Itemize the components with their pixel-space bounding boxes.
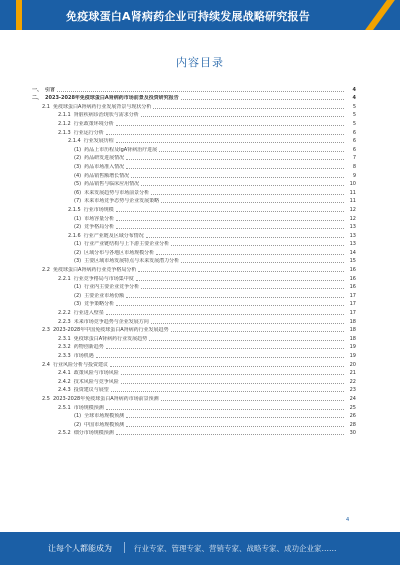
footer-divider	[124, 542, 125, 553]
toc-entry[interactable]	[30, 368, 356, 377]
toc-leader-dots	[136, 280, 344, 281]
toc-entry[interactable]	[30, 256, 356, 265]
toc-entry-title: 竞争策略分析	[84, 301, 115, 308]
toc-entry[interactable]	[30, 239, 356, 248]
toc-entry-title: 引言	[45, 86, 56, 93]
toc-entry-page: 16	[349, 267, 356, 274]
toc-entry-page: 18	[349, 327, 356, 334]
toc-entry[interactable]	[30, 273, 356, 282]
toc-leader-dots	[126, 297, 344, 298]
toc-heading: 内容目录	[176, 56, 224, 69]
toc-leader-dots	[141, 116, 344, 117]
toc-entry[interactable]	[30, 359, 356, 368]
toc-entry-title: 未来市场竞争趋势与企业发展方向	[73, 318, 149, 325]
toc-entry-number: 2.1.5	[68, 206, 81, 213]
toc-entry-title: 主要区域市场发展特点与未来发展潜力分析	[84, 258, 180, 265]
toc-entry-number: (1)	[74, 215, 82, 222]
toc-entry-number: 2.1.1	[58, 112, 71, 119]
toc-entry-page: 16	[349, 275, 356, 282]
toc-entry-title: 行业竞争格局与市场集中度	[73, 275, 134, 282]
toc-leader-dots	[116, 305, 344, 306]
toc-entry-title: 药物创新趋势	[73, 344, 104, 351]
toc-entry-number: 2.2.1	[58, 275, 71, 282]
toc-entry-title: 中国市场规模预测	[84, 421, 125, 428]
page-number: 4	[346, 517, 350, 523]
toc-entry-number: 2.5.1	[58, 404, 71, 411]
toc-entry-page: 15	[349, 258, 356, 265]
toc-entry-title: 政策风险与市场风险	[73, 370, 119, 377]
toc-entry[interactable]	[30, 204, 356, 213]
toc-entry-number: 2.2.2	[58, 310, 71, 317]
toc-leader-dots	[156, 254, 344, 255]
toc-entry-number: 2.1.6	[68, 232, 81, 239]
toc-entry-number: 2.5.2	[58, 430, 71, 437]
toc-entry[interactable]	[30, 428, 356, 437]
toc-leader-dots	[126, 168, 344, 169]
toc-leader-dots	[159, 151, 344, 152]
toc-entry-title: 行业产业链及区域分布情况	[83, 232, 144, 239]
toc-entry[interactable]	[30, 333, 356, 342]
toc-leader-dots	[116, 220, 344, 221]
toc-entry[interactable]	[30, 187, 356, 196]
toc-entry[interactable]	[30, 144, 356, 153]
toc-entry-number: 2.4.3	[58, 387, 71, 394]
toc-entry-page: 13	[349, 232, 356, 239]
toc-entry-number: (1)	[74, 284, 82, 291]
toc-leader-dots	[110, 366, 344, 367]
toc-leader-dots	[151, 194, 344, 195]
toc-entry-title: 全球市场规模预测	[84, 413, 125, 420]
toc-entry-page: 12	[349, 215, 356, 222]
toc-entry-number: (4)	[74, 172, 82, 179]
toc-entry-title: 免疫球蛋白A肾病药行业发展趋势	[73, 335, 148, 342]
toc-entry-page: 28	[349, 421, 356, 428]
toc-entry-page: 7	[352, 155, 356, 162]
toc-entry-number: 2.4.1	[58, 370, 71, 377]
toc-entry[interactable]	[30, 161, 356, 170]
toc-entry-title: 未来发展趋势与市场前景分析	[84, 189, 150, 196]
toc-entry-number: 2.2	[42, 267, 50, 274]
toc-entry-page: 17	[349, 310, 356, 317]
toc-entry-page: 25	[349, 404, 356, 411]
toc-entry-number: 2.1.2	[58, 120, 71, 127]
toc-entry-number: (2)	[74, 421, 82, 428]
toc-entry-page: 16	[349, 284, 356, 291]
toc-entry[interactable]	[30, 290, 356, 299]
table-of-contents	[30, 84, 356, 436]
toc-entry-number: (3)	[74, 301, 82, 308]
toc-entry[interactable]	[30, 393, 356, 402]
toc-leader-dots	[161, 400, 344, 401]
toc-entry-title: 行业运行分析	[73, 129, 104, 136]
toc-entry-title: 行业政策环境分析	[73, 120, 114, 127]
toc-entry-number: 2.4.2	[58, 378, 71, 385]
toc-entry-number: (1)	[74, 241, 82, 248]
toc-entry[interactable]	[30, 282, 356, 291]
toc-entry[interactable]	[30, 84, 356, 93]
toc-entry-page: 21	[349, 370, 356, 377]
toc-entry-title: 技术风险与竞争风险	[73, 378, 119, 385]
toc-entry-number: (3)	[74, 258, 82, 265]
toc-entry-number: 2.2.3	[58, 318, 71, 325]
toc-leader-dots	[149, 340, 344, 341]
toc-entry-page: 10	[349, 181, 356, 188]
toc-entry-title: 行业市场规模	[83, 206, 114, 213]
toc-entry-number: (2)	[74, 224, 82, 231]
toc-entry[interactable]	[30, 118, 356, 127]
toc-entry-page: 18	[349, 335, 356, 342]
toc-entry-number: (3)	[74, 163, 82, 170]
toc-entry-page: 9	[352, 172, 356, 179]
toc-entry[interactable]	[30, 316, 356, 325]
toc-entry-page: 6	[352, 146, 356, 153]
toc-entry-number: 一、	[32, 86, 43, 93]
report-title: 免疫球蛋白A肾病药企业可持续发展战略研究报告	[66, 10, 310, 23]
toc-leader-dots	[151, 323, 344, 324]
toc-leader-dots	[126, 417, 344, 418]
toc-leader-dots	[116, 211, 344, 212]
toc-entry-title: 肾脏疾病诊治现状与需求分析	[73, 112, 139, 119]
toc-entry-page: 20	[349, 361, 356, 368]
toc-entry-page: 19	[349, 344, 356, 351]
toc-leader-dots	[146, 237, 344, 238]
toc-entry[interactable]	[30, 385, 356, 394]
toc-entry-number: (2)	[74, 249, 82, 256]
toc-entry[interactable]	[30, 342, 356, 351]
toc-entry-number: 2.3.2	[58, 344, 71, 351]
toc-entry-page: 6	[352, 138, 356, 145]
toc-leader-dots	[126, 159, 344, 160]
toc-leader-dots	[116, 142, 344, 143]
toc-entry-title: 投资建议与展望	[73, 387, 109, 394]
toc-leader-dots	[116, 434, 344, 435]
toc-entry-number: (2)	[74, 155, 82, 162]
report-header	[0, 0, 400, 30]
toc-entry-page: 19	[349, 353, 356, 359]
footer-tagline: 行业专家、管理专家、营销专家、战略专家、成功企业家……	[134, 544, 337, 553]
toc-entry[interactable]	[30, 101, 356, 110]
toc-leader-dots	[181, 262, 344, 263]
toc-entry[interactable]	[30, 264, 356, 273]
toc-entry[interactable]	[30, 196, 356, 205]
toc-entry-title: 行业内主要企业竞争分析	[84, 284, 140, 291]
toc-leader-dots	[126, 426, 344, 427]
toc-leader-dots	[138, 271, 344, 272]
toc-entry-page: 6	[352, 129, 356, 136]
toc-entry-number: 2.3	[42, 327, 50, 334]
toc-entry[interactable]	[30, 307, 356, 316]
toc-entry-number: 2.3.1	[58, 335, 71, 342]
toc-entry-number: (5)	[74, 181, 82, 188]
toc-leader-dots	[171, 331, 344, 332]
toc-entry-page: 5	[352, 112, 356, 119]
toc-entry[interactable]	[30, 419, 356, 428]
toc-entry-title: 2023-2028年免疫球蛋白A肾病药市场前景及投资研究报告	[45, 95, 179, 102]
toc-entry-number: 2.1	[42, 103, 50, 110]
toc-entry[interactable]	[30, 299, 356, 308]
toc-entry-title: 行业进入壁垒	[73, 310, 104, 317]
toc-entry-page: 13	[349, 224, 356, 231]
toc-entry-page: 13	[349, 241, 356, 248]
toc-entry-page: 5	[352, 120, 356, 127]
toc-entry-title: 主要企业市场份额	[84, 292, 125, 299]
toc-leader-dots	[57, 91, 344, 92]
toc-entry[interactable]	[30, 402, 356, 411]
toc-entry[interactable]	[30, 350, 356, 359]
toc-entry-number: (1)	[74, 146, 82, 153]
toc-entry-page: 30	[349, 430, 356, 437]
toc-entry-title: 药品研发进展情况	[84, 155, 125, 162]
toc-entry-number: 2.5	[42, 395, 50, 402]
toc-entry-page: 8	[352, 163, 356, 170]
toc-entry-number: 2.3.3	[58, 353, 71, 359]
toc-entry-title: 药品销售与临床应用情况	[84, 181, 140, 188]
toc-entry-title: 免疫球蛋白A肾病药行业竞争格局分析	[52, 267, 137, 274]
toc-entry-page: 5	[352, 103, 356, 110]
toc-entry[interactable]	[30, 179, 356, 188]
toc-entry[interactable]	[30, 222, 356, 231]
toc-entry-page: 12	[349, 206, 356, 213]
toc-entry[interactable]	[30, 213, 356, 222]
toc-leader-dots	[96, 357, 344, 358]
toc-leader-dots	[171, 245, 344, 246]
toc-entry[interactable]	[30, 411, 356, 420]
footer-slogan: 让每个人都能成为	[48, 544, 112, 553]
toc-entry[interactable]	[30, 127, 356, 136]
toc-leader-dots	[106, 134, 344, 135]
header-arrow-stripe	[365, 0, 395, 30]
toc-entry-page: 23	[349, 387, 356, 394]
toc-entry-page: 24	[349, 395, 356, 402]
toc-entry-number: 2.4	[42, 361, 50, 368]
toc-entry-number: (6)	[74, 189, 82, 196]
toc-entry[interactable]	[30, 230, 356, 239]
toc-leader-dots	[181, 99, 344, 100]
toc-leader-dots	[141, 185, 344, 186]
toc-entry-number: (2)	[74, 292, 82, 299]
toc-leader-dots	[106, 348, 344, 349]
toc-entry-number: (1)	[74, 413, 82, 420]
toc-entry-page: 18	[349, 318, 356, 325]
toc-leader-dots	[153, 108, 344, 109]
toc-leader-dots	[106, 314, 344, 315]
toc-entry-title: 未来市场竞争态势与企业发展策略	[84, 198, 160, 205]
toc-leader-dots	[116, 228, 344, 229]
toc-entry-page: 17	[349, 301, 356, 308]
toc-entry-title: 免疫球蛋白A肾病药行业发展背景与现状分析	[52, 103, 152, 110]
toc-entry-title: 市场机遇	[73, 353, 94, 359]
toc-entry-title: 药品市场准入情况	[84, 163, 125, 170]
toc-entry-title: 行业发展历程	[83, 138, 114, 145]
toc-entry[interactable]	[30, 136, 356, 145]
toc-entry-number: 二、	[32, 95, 43, 102]
toc-entry-title: 2023-2028年免疫球蛋白A肾病药市场前景预测	[52, 395, 159, 402]
toc-entry-title: 细分市场规模预测	[73, 430, 114, 437]
toc-entry-page: 11	[349, 198, 356, 205]
toc-entry[interactable]	[30, 170, 356, 179]
toc-entry-page: 11	[349, 189, 356, 196]
toc-entry[interactable]	[30, 325, 356, 334]
toc-entry-title: 行业风险分析与投资建议	[52, 361, 108, 368]
toc-entry[interactable]	[30, 110, 356, 119]
toc-entry-title: 市场规模预测	[73, 404, 104, 411]
toc-entry-title: 行业产业链结构与上下游主要企业分析	[84, 241, 170, 248]
toc-entry-page: 4	[352, 95, 356, 102]
report-footer	[0, 532, 400, 565]
toc-leader-dots	[141, 288, 344, 289]
toc-leader-dots	[121, 383, 344, 384]
toc-leader-dots	[106, 409, 344, 410]
toc-entry-title: 药品销售额增长情况	[84, 172, 130, 179]
toc-leader-dots	[111, 391, 344, 392]
toc-entry-number: 2.1.3	[58, 129, 71, 136]
toc-entry-page: 26	[349, 413, 356, 420]
toc-entry-title: 区域分布与各地区市场规模分析	[84, 249, 155, 256]
toc-entry-title: 市场容量分析	[84, 215, 115, 222]
toc-leader-dots	[131, 177, 344, 178]
toc-entry[interactable]	[30, 376, 356, 385]
toc-leader-dots	[161, 202, 344, 203]
toc-entry-number: (7)	[74, 198, 82, 205]
toc-entry-page: 4	[352, 86, 356, 93]
toc-leader-dots	[116, 125, 344, 126]
toc-entry-title: 2023-2028年中国免疫球蛋白A肾病药行业发展趋势	[52, 327, 169, 334]
toc-entry-title: 竞争格局分析	[84, 224, 115, 231]
toc-entry-page: 17	[349, 292, 356, 299]
toc-entry[interactable]	[30, 153, 356, 162]
header-accent-bar	[16, 0, 22, 30]
toc-entry-page: 22	[349, 378, 356, 385]
toc-entry[interactable]	[30, 247, 356, 256]
toc-entry-number: 2.1.4	[68, 138, 81, 145]
toc-entry-page: 14	[349, 249, 356, 256]
toc-entry-title: 药品上市历程及IgA肾病治疗进展	[84, 146, 158, 153]
toc-entry[interactable]	[30, 93, 356, 102]
toc-leader-dots	[121, 374, 344, 375]
